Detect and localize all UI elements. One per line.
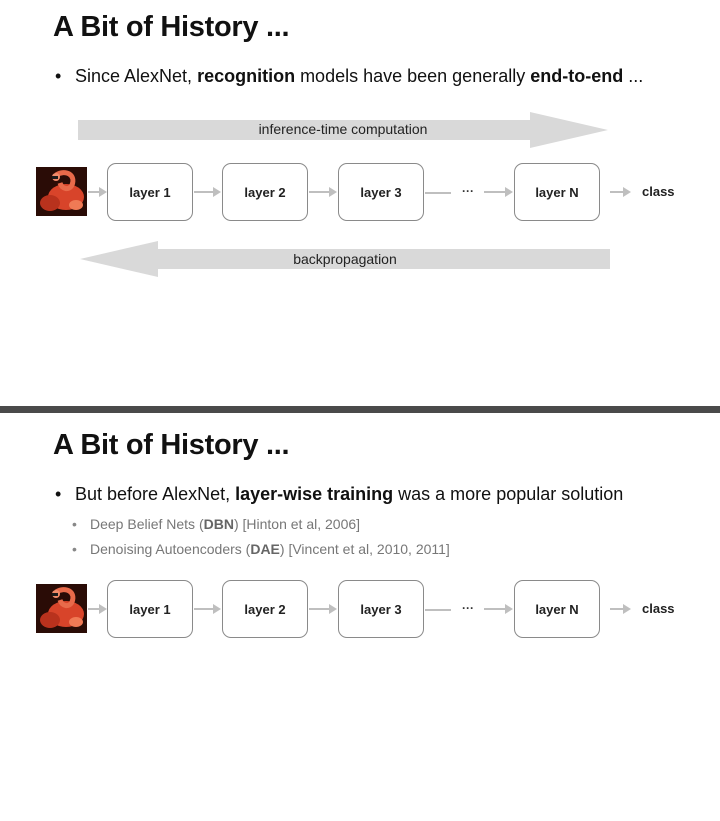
bullet-text: Since AlexNet, <box>75 66 198 86</box>
bullet-bold-end-to-end: end-to-end <box>530 66 624 86</box>
subbullet-dot: • <box>72 516 77 532</box>
subbullet-text: ) [Hinton et al, 2006] <box>233 516 361 532</box>
ellipsis: ··· <box>462 184 474 198</box>
subbullet-text: Denoising Autoencoders ( <box>90 541 251 557</box>
bullet-text: models have been generally <box>295 66 531 86</box>
bullet-text: was a more popular solution <box>393 484 624 504</box>
connector-line <box>425 191 451 195</box>
arrow-right-icon <box>309 603 338 615</box>
forward-pass-label: inference-time computation <box>258 121 428 137</box>
arrow-right-icon <box>484 186 514 198</box>
arrow-right-icon <box>88 603 108 615</box>
layer-box-1: layer 1 <box>107 580 193 638</box>
flamingo-image <box>36 167 87 216</box>
layer-box-2: layer 2 <box>222 580 308 638</box>
subbullet-text: Deep Belief Nets ( <box>90 516 204 532</box>
bullet-bold-recognition: recognition <box>197 66 296 86</box>
bullet-bold-layer-wise-training: layer-wise training <box>235 484 394 504</box>
arrow-right-icon <box>194 603 222 615</box>
arrow-right-icon <box>602 603 632 615</box>
layer-box-3: layer 3 <box>338 163 424 221</box>
slide-layer-wise <box>0 413 720 821</box>
subbullet-bold: DBN <box>203 516 234 532</box>
backward-pass-label: backpropagation <box>293 251 397 267</box>
arrow-right-icon <box>602 186 632 198</box>
layer-box-2: layer 2 <box>222 163 308 221</box>
class-output-label: class <box>642 184 675 199</box>
slide-end-to-end <box>0 0 720 406</box>
layer-box-3: layer 3 <box>338 580 424 638</box>
flamingo-image <box>36 584 87 633</box>
subbullet-dot: • <box>72 541 77 557</box>
connector-line <box>425 608 451 612</box>
bullet-text: But before AlexNet, <box>75 484 236 504</box>
arrow-right-icon <box>194 186 222 198</box>
arrow-right-icon <box>309 186 338 198</box>
subbullet-bold: DAE <box>250 541 280 557</box>
slide-title: A Bit of History ... <box>53 429 290 461</box>
subbullet-text: ) [Vincent et al, 2010, 2011] <box>279 541 450 557</box>
bullet-dot: • <box>55 66 62 86</box>
layer-box-1: layer 1 <box>107 163 193 221</box>
slide-title: A Bit of History ... <box>53 11 290 43</box>
class-output-label: class <box>642 601 675 616</box>
arrow-right-icon <box>88 186 108 198</box>
bullet-dot: • <box>55 484 62 504</box>
layer-box-n: layer N <box>514 163 600 221</box>
bullet-text: ... <box>623 66 644 86</box>
arrow-right-icon <box>484 603 514 615</box>
ellipsis: ··· <box>462 601 474 615</box>
layer-box-n: layer N <box>514 580 600 638</box>
slide-divider <box>0 406 720 413</box>
